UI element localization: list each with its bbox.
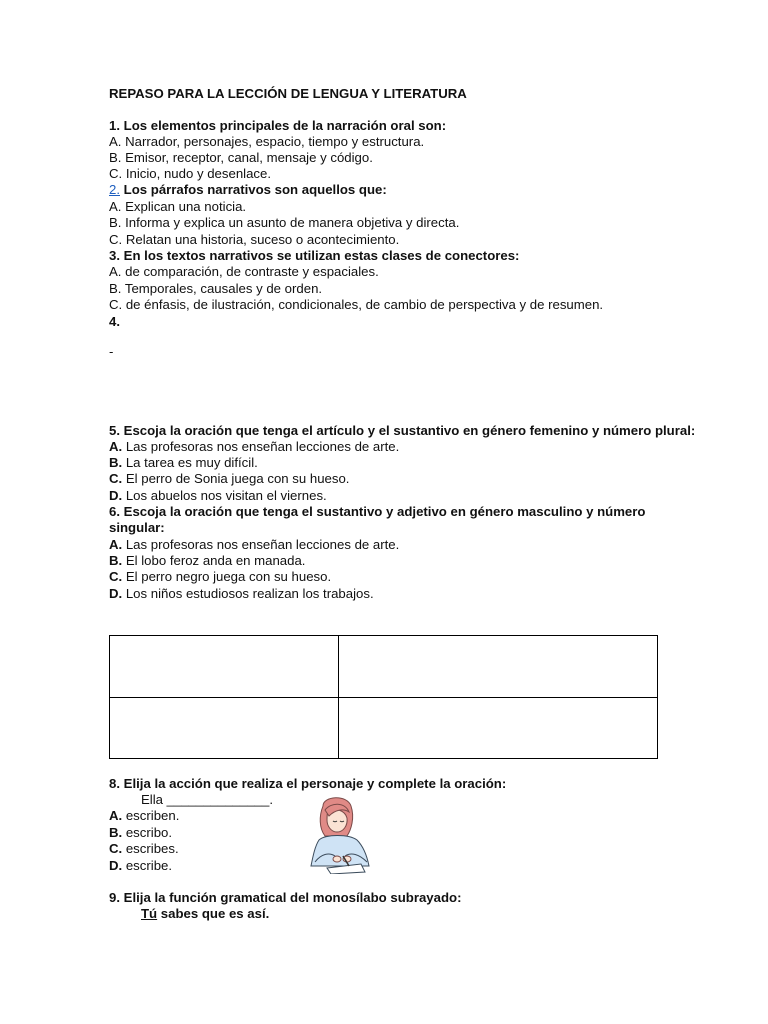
q8-option-b: B. escribo. [109,825,173,840]
q5-option-b: B. La tarea es muy difícil. [109,455,258,470]
question-1: 1. Los elementos principales de la narración oral son: [109,118,447,133]
table-cell-r1c2[interactable] [339,636,657,697]
q3-option-b: B. Temporales, causales y de orden. [109,281,323,296]
question-4: 4. [109,314,120,329]
q8-option-a: A. escriben. [109,808,180,823]
table-cell-r2c2[interactable] [339,698,657,758]
q6-option-b: B. El lobo feroz anda en manada. [109,553,306,568]
question-2 [109,182,387,198]
q6-option-a: A. Las profesoras nos enseñan lecciones de arte. [109,537,400,552]
q9-sentence [141,906,269,922]
q5-option-c: C. El perro de Sonia juega con su hueso. [109,471,350,486]
question-3: 3. En los textos narrativos se utilizan estas clases de conectores: [109,248,520,263]
q1-option-c: C. Inicio, nudo y desenlace. [109,166,272,181]
q8-option-d: D. escribe. [109,858,173,873]
table-cell-r2c1[interactable] [110,698,338,758]
empty-answer-table [109,635,658,759]
question-6-line1: 6. Escoja la oración que tenga el sustantivo y adjetivo en género masculino y número [109,504,646,519]
q3-option-c: C. de énfasis, de ilustración, condicionales, de cambio de perspectiva y de resumen. [109,297,604,312]
q1-option-a: A. Narrador, personajes, espacio, tiempo y estructura. [109,134,425,149]
q5-option-d: D. Los abuelos nos visitan el viernes. [109,488,327,503]
question-2-number-link[interactable]: 2. [109,182,120,197]
q6-option-d: D. Los niños estudiosos realizan los trabajos. [109,586,374,601]
q5-option-a: A. Las profesoras nos enseñan lecciones de arte. [109,439,400,454]
question-6-line2: singular: [109,520,165,535]
table-cell-r1c1[interactable] [110,636,338,697]
q6-option-c: C. El perro negro juega con su hueso. [109,569,332,584]
q9-sentence-rest: sabes que es así. [157,906,270,921]
question-4-dash: - [109,344,114,359]
q8-option-c: C. escribes. [109,841,179,856]
q1-option-b: B. Emisor, receptor, canal, mensaje y código. [109,150,373,165]
q3-option-a: A. de comparación, de contraste y espaciales. [109,264,379,279]
q2-option-a: A. Explican una noticia. [109,199,247,214]
question-9: 9. Elija la función gramatical del monosílabo subrayado: [109,890,462,905]
girl-writing-illustration [305,796,377,874]
question-5: 5. Escoja la oración que tenga el artículo y el sustantivo en género femenino y número plural: [109,423,696,438]
question-2-text: Los párrafos narrativos son aquellos que: [120,182,387,197]
q9-underlined-word: Tú [141,906,158,921]
q8-sentence: Ella ______________. [141,792,273,807]
page-title: REPASO PARA LA LECCIÓN DE LENGUA Y LITERATURA [109,86,467,101]
q2-option-b: B. Informa y explica un asunto de manera objetiva y directa. [109,215,460,230]
q2-option-c: C. Relatan una historia, suceso o acontecimiento. [109,232,400,247]
question-8: 8. Elija la acción que realiza el personaje y complete la oración: [109,776,507,791]
